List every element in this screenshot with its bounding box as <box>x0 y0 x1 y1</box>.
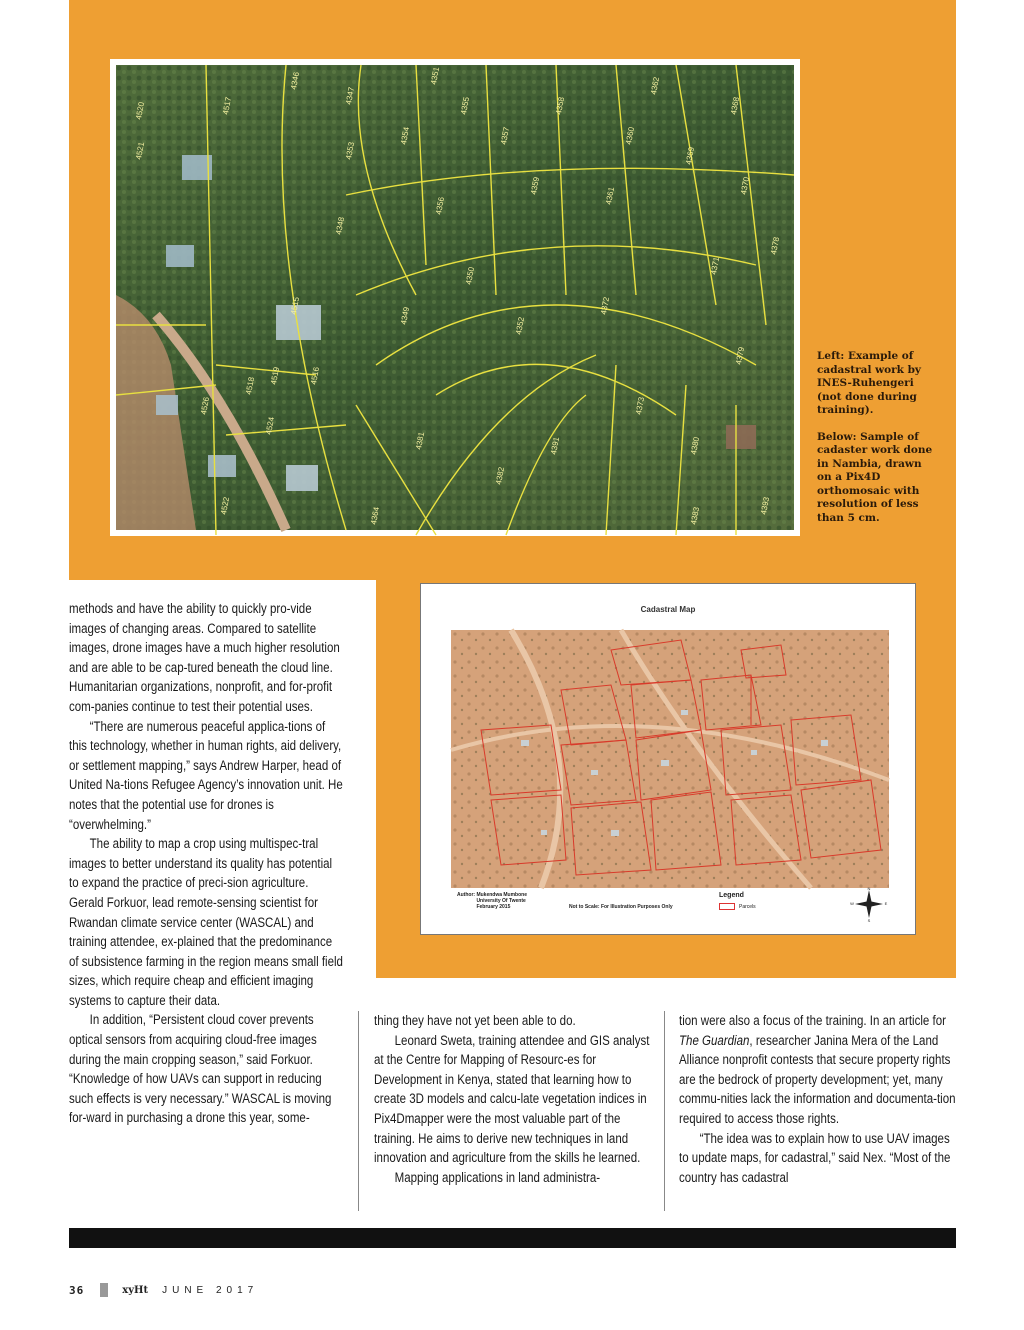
plot-label: 4379 <box>734 346 747 366</box>
plot-label: 4361 <box>604 186 617 206</box>
plot-label: 4526 <box>199 396 212 416</box>
magazine-name: xyHt <box>122 1284 149 1296</box>
plot-label: 4358 <box>554 96 567 116</box>
footer-bar <box>69 1228 956 1248</box>
paragraph: “The idea was to explain how to use UAV images to update maps, for cadastral,” said Nex. “Most of the country has cadastral <box>679 1130 951 1185</box>
paragraph: Mapping applications in land administra- <box>394 1169 601 1185</box>
plot-label: 4368 <box>729 96 742 116</box>
footer-separator <box>100 1283 108 1297</box>
plot-label: 4393 <box>759 496 772 516</box>
paragraph: “There are numerous peaceful applica-tions of this technology, whether in human rights, aid delivery, or settlement mapping,” says Andrew Harper, head of United Na-tions Refugee Agency’s innovation unit. He notes that the potential use for drones is “overwhelming.” <box>69 718 343 832</box>
plot-label: 4348 <box>334 216 347 236</box>
issue-date: JUNE 2017 <box>162 1284 259 1296</box>
plot-label: 4349 <box>399 306 412 326</box>
plot-label: 4352 <box>514 316 527 336</box>
map-author-block <box>457 892 527 910</box>
plot-label: 4515 <box>289 296 302 316</box>
paragraph: methods and have the ability to quickly pro-vide images of changing areas. Compared to satellite images, drone images have a much higher resolution and are able to be cap-tured beneath the cloud line. Humanitarian organizations, nonprofit, and for-profit com-panies continue to test their potential uses. <box>69 601 340 714</box>
article-column-1 <box>69 599 344 1128</box>
plot-label: 4372 <box>599 296 612 316</box>
map-author-line: Author: Mukendwa Mumbone <box>457 892 527 898</box>
plot-label: 4383 <box>689 506 702 526</box>
plot-label: 4521 <box>134 141 147 161</box>
publication-title: The Guardian <box>679 1032 750 1048</box>
paragraph: In addition, “Persistent cloud cover prevents optical sensors from acquiring cloud-free images during the main cropping season,” said Forkuor. “Knowledge of how UAVs can support in reducing such effects is very necessary.” WASCAL is moving for-ward in purchasing a drone this year, some- <box>69 1012 332 1126</box>
paragraph: thing they have not yet been able to do. <box>374 1013 576 1028</box>
map-title: Cadastral Map <box>640 605 696 614</box>
plot-label: 4370 <box>739 176 752 196</box>
parcel-swatch <box>719 903 735 910</box>
page-footer <box>69 1280 258 1300</box>
plot-label: 4382 <box>494 466 507 486</box>
plot-label: 4350 <box>464 266 477 286</box>
map-legend-title: Legend <box>719 892 744 899</box>
map-legend-item: Parcels <box>739 903 756 910</box>
article-column-2 <box>374 1011 654 1187</box>
plot-label: 4524 <box>264 416 277 436</box>
compass-rose-icon <box>851 886 887 922</box>
column-divider <box>358 1011 359 1211</box>
caption-below: Below: Sample of cadaster work done in Nambia, drawn on a Pix4D orthomosaic with resolution of less than 5 cm. <box>817 430 933 524</box>
plot-label: 4517 <box>221 96 234 116</box>
compass-n: N <box>867 886 871 891</box>
map-author-line: University Of Twente <box>457 898 526 904</box>
plot-label: 4520 <box>134 101 147 121</box>
plot-label: 4353 <box>344 141 357 161</box>
compass-s: S <box>867 918 871 923</box>
map-author-line: February 2015 <box>457 904 511 910</box>
cadastral-photo-frame <box>110 59 800 536</box>
compass-e: E <box>884 901 888 906</box>
plot-label: 4354 <box>399 126 412 146</box>
plot-label: 4364 <box>369 506 382 526</box>
compass-w: W <box>850 901 854 906</box>
plot-label: 4357 <box>499 126 512 146</box>
text-run: tion were also a focus of the training. In an article for <box>679 1013 946 1028</box>
map-legend <box>719 892 756 910</box>
page-number: 36 <box>69 1283 85 1297</box>
plot-label: 4369 <box>684 146 697 166</box>
plot-label: 4347 <box>344 86 357 106</box>
plot-label: 4518 <box>244 376 257 396</box>
plot-label: 4359 <box>529 176 542 196</box>
plot-label: 4381 <box>414 431 427 451</box>
plot-label: 4351 <box>429 66 442 86</box>
cadastral-aerial-photo <box>116 65 794 530</box>
plot-label: 4516 <box>309 366 322 386</box>
plot-label: 4356 <box>434 196 447 216</box>
plot-label: 4346 <box>289 71 302 91</box>
plot-label: 4360 <box>624 126 637 146</box>
column-divider <box>664 1011 665 1211</box>
plot-label: 4391 <box>549 436 562 456</box>
cadastral-map-orthomosaic <box>451 630 889 888</box>
map-legend-row <box>719 903 756 910</box>
plot-label: 4378 <box>769 236 782 256</box>
paragraph: The ability to map a crop using multispec-tral images to better understand its quality has potential to expand the practice of preci-sion agriculture. Gerald Forkuor, lead remote-sensing scientist for Rwandan climate service center (WASCAL) and training attendee, ex-plained that the predominance of subsistence farming in the region means small field sizes, which require cheap and efficient imaging systems to capture their data. <box>69 836 343 1008</box>
plot-label: 4380 <box>689 436 702 456</box>
caption-left: Left: Example of cadastral work by INES-Ruhengeri (not done during training). <box>817 350 922 416</box>
plot-label: 4522 <box>219 496 232 516</box>
plot-label: 4373 <box>634 396 647 416</box>
map-scale-note: Not to Scale: For Illustration Purposes Only <box>569 904 673 910</box>
figure-caption <box>817 350 937 538</box>
plot-label: 4519 <box>269 366 282 386</box>
article-column-3 <box>679 1011 959 1187</box>
cadastral-map-figure <box>420 583 916 935</box>
paragraph <box>679 1011 959 1129</box>
text-run: , researcher Janina Mera of the Land Alliance nonprofit contests that secure property rights are the bedrock of property development; yet, many commu-nities lack the information and documenta-tion required to access those rights. <box>679 1032 956 1126</box>
plot-label: 4362 <box>649 76 662 96</box>
plot-label: 4355 <box>459 96 472 116</box>
plot-label: 4371 <box>709 256 722 276</box>
paragraph: Leonard Sweta, training attendee and GIS analyst at the Centre for Mapping of Resourc-es for Development in Kenya, stated that learning how to create 3D models and calcu-late vegetation indices in Pix4Dmapper were the most valuable part of the training. He aims to derive new techniques in land innovation and agriculture from the skills he learned. <box>374 1032 650 1166</box>
